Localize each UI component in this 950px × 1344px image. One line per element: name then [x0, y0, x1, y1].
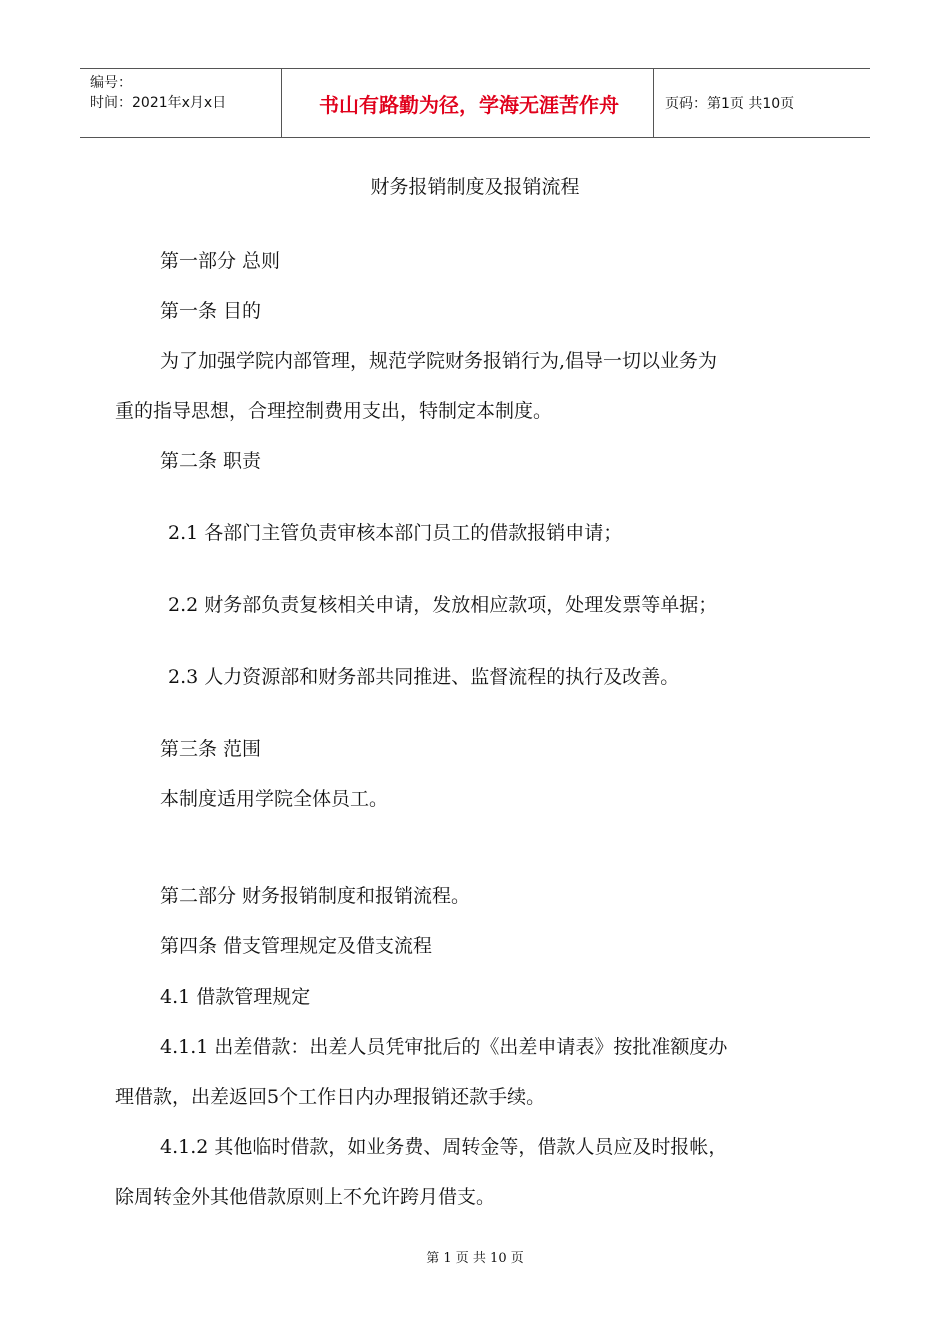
paragraph-line: 除周转金外其他借款原则上不允许跨月借支。	[115, 1186, 496, 1208]
header-page-info: 页码：第1页 共10页	[665, 96, 795, 112]
number-label: 编号：	[90, 75, 132, 91]
header-meta	[90, 73, 275, 113]
header-divider	[281, 69, 282, 137]
time-label: 时间：2021年x月x日	[90, 95, 227, 111]
paragraph-line: 重的指导思想，合理控制费用支出，特制定本制度。	[115, 400, 553, 422]
clause-heading: 4.1 借款管理规定	[160, 986, 311, 1008]
paragraph-line: 为了加强学院内部管理，规范学院财务报销行为,倡导一切以业务为	[160, 350, 718, 372]
clause-item: 2.2 财务部负责复核相关申请，发放相应款项，处理发票等单据；	[168, 594, 718, 616]
clause-item: 2.3 人力资源部和财务部共同推进、监督流程的执行及改善。	[168, 666, 680, 688]
header-table	[80, 68, 870, 138]
paragraph-line: 理借款，出差返回5个工作日内办理报销还款手续。	[115, 1086, 546, 1108]
document-title: 财务报销制度及报销流程	[370, 176, 580, 198]
clause-item: 2.1 各部门主管负责审核本部门员工的借款报销申请；	[168, 522, 623, 544]
article-heading: 第二条 职责	[160, 450, 262, 472]
article-heading: 第四条 借支管理规定及借支流程	[160, 935, 433, 957]
paragraph-line: 4.1.1 出差借款：出差人员凭审批后的《出差申请表》按批准额度办	[160, 1036, 728, 1058]
paragraph-line: 4.1.2 其他临时借款，如业务费、周转金等，借款人员应及时报帐，	[160, 1136, 728, 1158]
article-heading: 第一条 目的	[160, 300, 262, 322]
page-footer: 第 1 页 共 10 页	[426, 1251, 524, 1266]
section-heading: 第二部分 财务报销制度和报销流程。	[160, 885, 471, 907]
article-heading: 第三条 范围	[160, 738, 262, 760]
paragraph-line: 本制度适用学院全体员工。	[160, 788, 389, 810]
header-motto: 书山有路勤为径，学海无涯苦作舟	[319, 92, 619, 117]
section-heading: 第一部分 总则	[160, 250, 281, 272]
